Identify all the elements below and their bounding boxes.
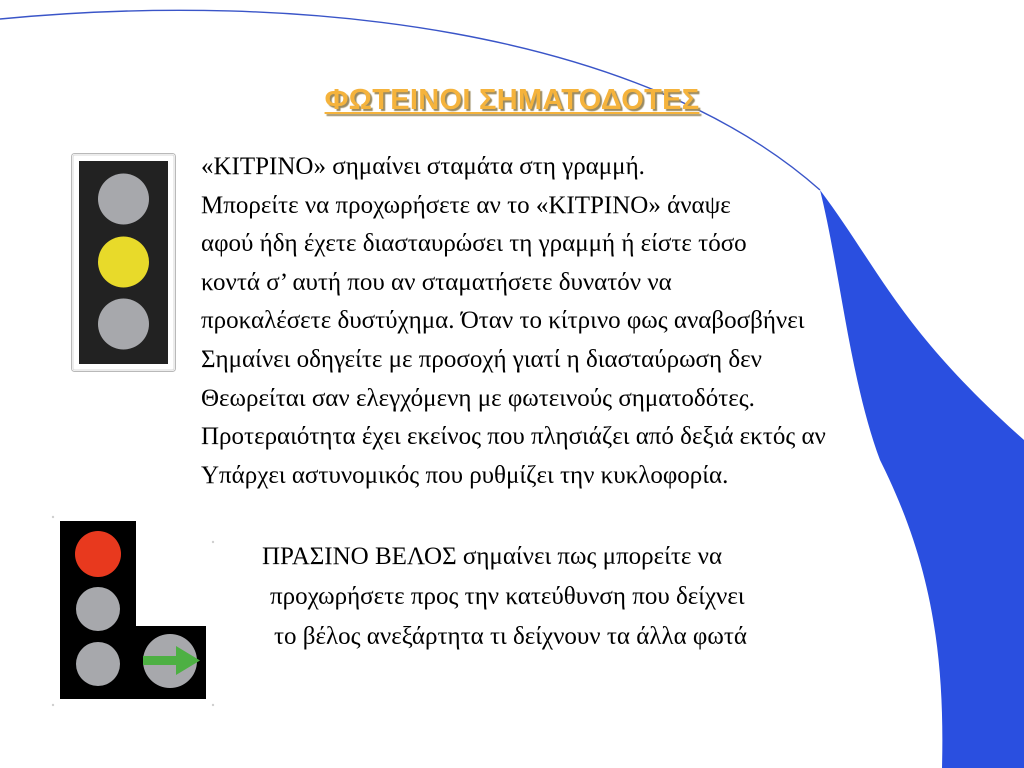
traffic-light-yellow-icon — [71, 153, 176, 372]
text-line: προχωρήσετε προς την κατεύθυνση που δείχνει — [270, 583, 745, 610]
yellow-light-explanation — [201, 148, 1011, 495]
green-arrow-explanation — [262, 537, 902, 657]
text-line: Θεωρείται σαν ελεγχόμενη με φωτεινούς σηματοδότες. — [201, 384, 755, 412]
text-line: Προτεραιότητα έχει εκείνος που πλησιάζει από δεξιά εκτός αν — [201, 423, 826, 451]
grey-lamp-middle — [76, 587, 120, 631]
grey-lamp-bottom — [98, 299, 149, 350]
slide-title: ΦΩΤΕΙΝΟΙ ΣΗΜΑΤΟΔΟΤΕΣ — [324, 84, 700, 116]
text-line: το βέλος ανεξάρτητα τι δείχνουν τα άλλα φωτά — [274, 623, 747, 650]
text-line: προκαλέσετε δυστύχημα. Όταν το κίτρινο φως αναβοσβήνει — [201, 307, 805, 335]
text-line: «ΚΙΤΡΙΝΟ» σημαίνει σταμάτα στη γραμμή. — [201, 153, 645, 180]
text-line: Υπάρχει αστυνομικός που ρυθμίζει την κυκλοφορία. — [201, 461, 729, 489]
grey-lamp-lower — [76, 642, 120, 686]
traffic-light-green-arrow-icon — [48, 512, 218, 710]
text-line: Μπορείτε να προχωρήσετε αν το «ΚΙΤΡΙΝΟ» άναψε — [201, 191, 731, 219]
red-lamp — [75, 531, 121, 577]
text-line: Σημαίνει οδηγείτε με προσοχή γιατί η διασταύρωση δεν — [201, 345, 762, 373]
text-line: ΠΡΑΣΙΝΟ ΒΕΛΟΣ σημαίνει πως μπορείτε να — [262, 543, 723, 570]
text-line: αφού ήδη έχετε διασταυρώσει τη γραμμή ή είστε τόσο — [201, 230, 747, 258]
grey-lamp-top — [98, 174, 149, 225]
text-line: κοντά σ’ αυτή που αν σταματήσετε δυνατόν να — [201, 268, 672, 296]
yellow-lamp — [98, 237, 149, 288]
